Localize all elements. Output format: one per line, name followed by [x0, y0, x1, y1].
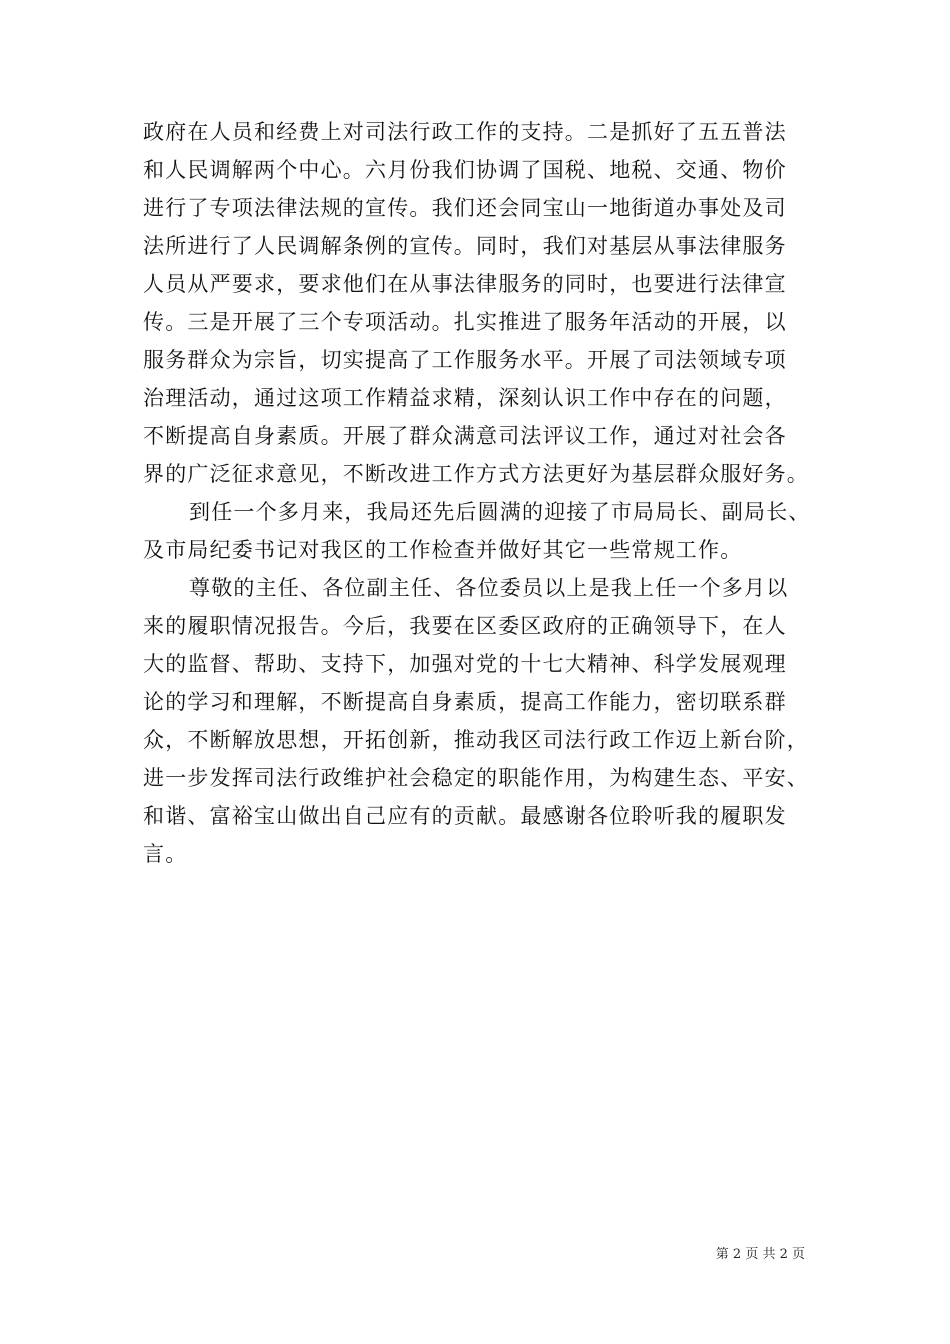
paragraph-start-line: 尊敬的主任、各位副主任、各位委员以上是我上任一个多月以 — [189, 576, 789, 600]
text-line: 进一步发挥司法行政维护社会稳定的职能作用，为构建生态、平安、 — [143, 766, 809, 790]
text-line: 法所进行了人民调解条例的宣传。同时，我们对基层从事法律服务 — [143, 234, 787, 258]
text-line: 治理活动，通过这项工作精益求精，深刻认识工作中存在的问题， — [143, 386, 787, 410]
text-line: 政府在人员和经费上对司法行政工作的支持。二是抓好了五五普法 — [143, 120, 787, 144]
text-line: 大的监督、帮助、支持下，加强对党的十七大精神、科学发展观理 — [143, 652, 787, 676]
text-line: 传。三是开展了三个专项活动。扎实推进了服务年活动的开展，以 — [143, 310, 787, 334]
body-text — [143, 113, 819, 873]
page-number-footer: 第 2 页 共 2 页 — [715, 1247, 805, 1262]
text-line: 服务群众为宗旨，切实提高了工作服务水平。开展了司法领域专项 — [143, 348, 787, 372]
text-line: 众，不断解放思想，开拓创新，推动我区司法行政工作迈上新台阶， — [143, 728, 809, 752]
text-line: 界的广泛征求意见，不断改进工作方式方法更好为基层群众服好务。 — [143, 462, 809, 486]
text-line: 不断提高自身素质。开展了群众满意司法评议工作，通过对社会各 — [143, 424, 787, 448]
text-line: 和人民调解两个中心。六月份我们协调了国税、地税、交通、物价 — [143, 158, 787, 182]
paragraph-start-line: 到任一个多月来，我局还先后圆满的迎接了市局局长、副局长、 — [189, 500, 811, 524]
text-line: 及市局纪委书记对我区的工作检查并做好其它一些常规工作。 — [143, 538, 743, 562]
text-line: 人员从严要求，要求他们在从事法律服务的同时，也要进行法律宣 — [143, 272, 787, 296]
text-line: 和谐、富裕宝山做出自己应有的贡献。最感谢各位聆听我的履职发 — [143, 804, 787, 828]
text-line: 言。 — [143, 842, 188, 866]
text-line: 论的学习和理解，不断提高自身素质，提高工作能力，密切联系群 — [143, 690, 787, 714]
text-line: 进行了专项法律法规的宣传。我们还会同宝山一地街道办事处及司 — [143, 196, 787, 220]
text-line: 来的履职情况报告。今后，我要在区委区政府的正确领导下，在人 — [143, 614, 787, 638]
